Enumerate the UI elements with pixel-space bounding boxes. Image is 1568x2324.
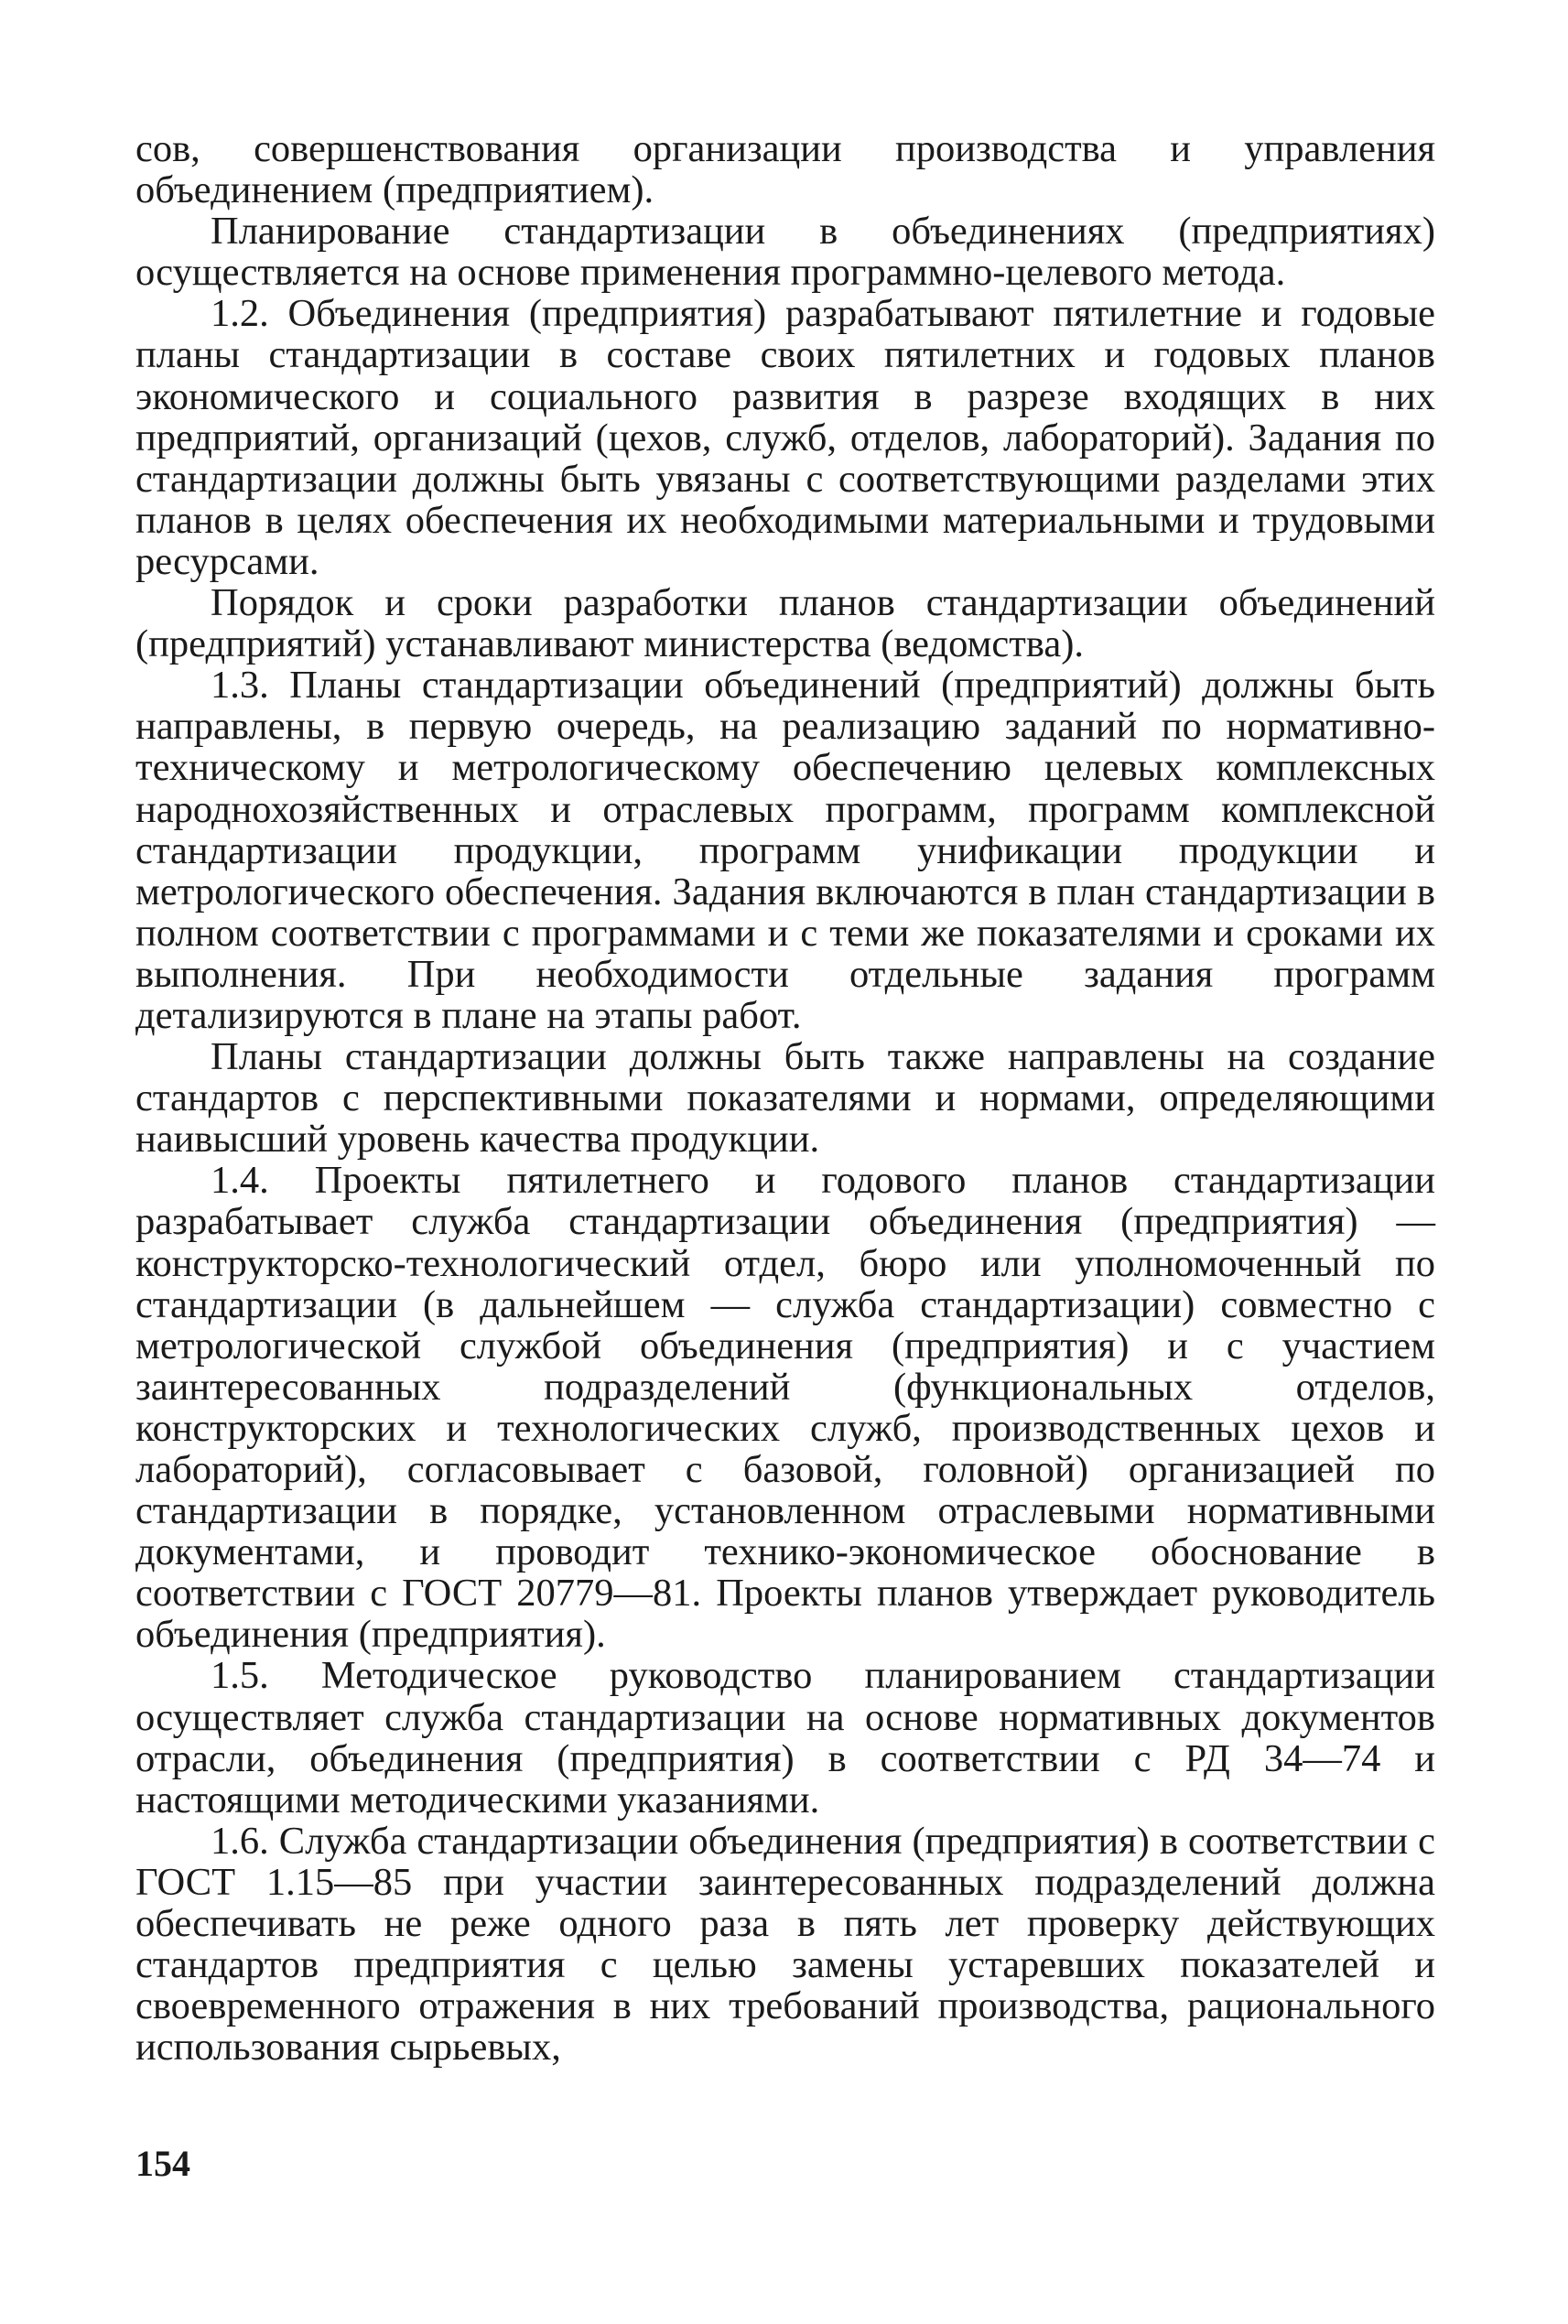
paragraph-1-5: 1.5. Методическое руководство планированием стандартизации осуществляет служба стандартизации на основе нормативных документов отрасли, объединения (предприятия) в соответствии с РД 34—74 и настоящими методическими указаниями.	[135, 1654, 1435, 1821]
paragraph-planning-method: Планирование стандартизации в объединениях (предприятиях) осуществляется на основе применения программно-целевого метода.	[135, 210, 1435, 295]
paragraph-1-4: 1.4. Проекты пятилетнего и годового планов стандартизации разрабатывает служба стандартизации объединения (предприятия) — конструкторско-технологический отдел, бюро или уполномоченный по стандартизации (в дальнейшем — служба стандартизации) совместно с метрологической службой объединения (предприятия) и с участием заинтересованных подразделений (функциональных отделов, конструкторских и технологических служб, производственных цехов и лабораторий), согласовывает с базовой, головной) организацией по стандартизации в порядке, установленном отраслевыми нормативными документами, и проводит технико-экономическое обоснование в соответствии с ГОСТ 20779—81. Проекты планов утверждает руководитель объединения (предприятия).	[135, 1159, 1435, 1657]
paragraph-order-deadlines: Порядок и сроки разработки планов стандартизации объединений (предприятий) устанавливают министерства (ведомства).	[135, 581, 1435, 666]
paragraph-1-6: 1.6. Служба стандартизации объединения (предприятия) в соответствии с ГОСТ 1.15—85 при участии заинтересованных подразделений должна обеспечивать не реже одного раза в пять лет проверку действующих стандартов предприятия с целью замены устаревших показателей и своевременного отражения в них требований производства, рационального использования сырьевых,	[135, 1819, 1435, 2070]
page-body	[135, 128, 1435, 2068]
paragraph-continuation: сов, совершенствования организации производства и управления объединением (предприятием).	[135, 127, 1435, 212]
page-number: 154	[135, 2143, 190, 2184]
paragraph-1-3: 1.3. Планы стандартизации объединений (предприятий) должны быть направлены, в первую очередь, на реализацию заданий по нормативно-техническому и метрологическому обеспечению целевых комплексных народнохозяйственных и отраслевых программ, программ комплексной стандартизации продукции, программ унификации продукции и метрологического обеспечения. Задания включаются в план стандартизации в полном соответствии с программами и с теми же показателями и сроками их выполнения. При необходимости отдельные задания программ детализируются в плане на этапы работ.	[135, 664, 1435, 1037]
paragraph-1-2: 1.2. Объединения (предприятия) разрабатывают пятилетние и годовые планы стандартизации в составе своих пятилетних и годовых планов экономического и социального развития в разрезе входящих в них предприятий, организаций (цехов, служб, отделов, лабораторий). Задания по стандартизации должны быть увязаны с соответствующими разделами этих планов в целях обеспечения их необходимыми материальными и трудовыми ресурсами.	[135, 292, 1435, 583]
paragraph-perspective-standards: Планы стандартизации должны быть также направлены на создание стандартов с перспективными показателями и нормами, определяющими наивысший уровень качества продукции.	[135, 1035, 1435, 1162]
